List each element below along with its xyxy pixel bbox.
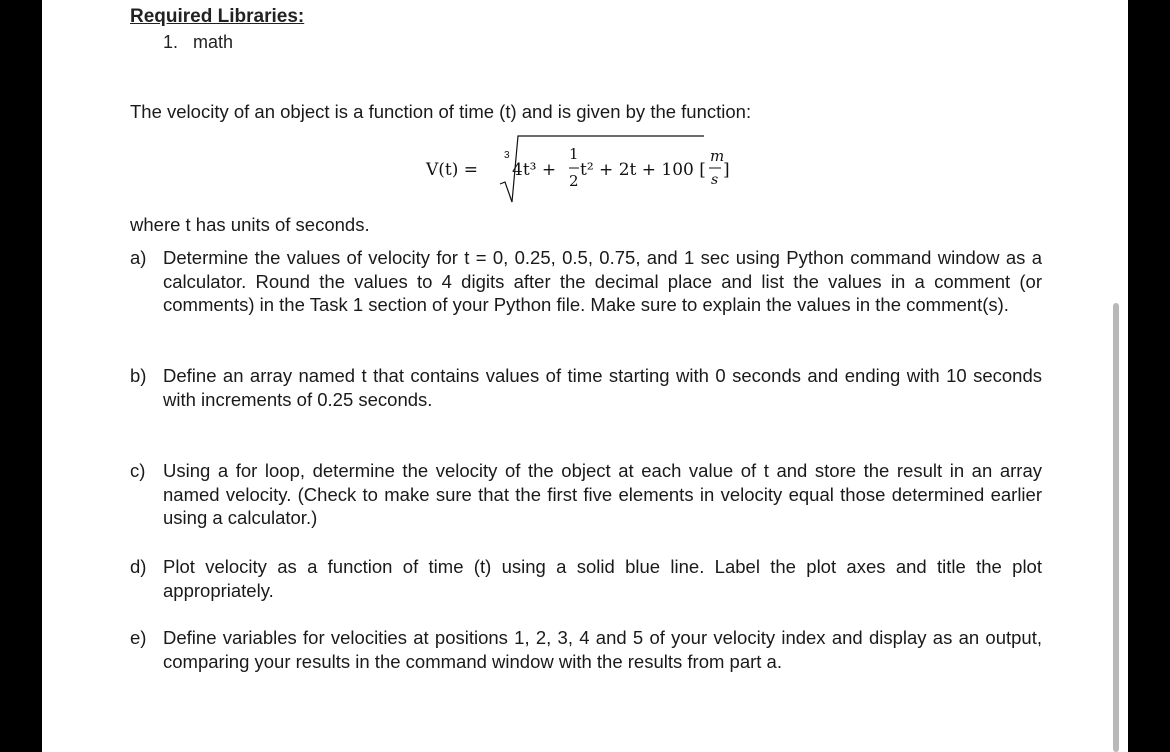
fraction-numerator: 1	[569, 145, 579, 163]
question-text: Define an array named t that contains values of time starting with 0 seconds and ending with 10 seconds with increments of 0.25 seconds.	[163, 365, 1042, 410]
fraction-denominator: 2	[569, 172, 579, 190]
library-list-item	[163, 32, 233, 53]
intro-paragraph	[130, 101, 751, 123]
library-name: math	[193, 32, 234, 52]
formula-term2: t² + 2t + 100 [	[580, 160, 706, 180]
question-text: Using a for loop, determine the velocity of the object at each value of t and store the result in an array named velocity. (Check to make sure that the first five elements in velocity equal those determined earlier using a calculator.)	[163, 460, 1042, 528]
unit-denominator: s	[711, 172, 719, 188]
question-label: d)	[130, 556, 147, 577]
unit-numerator: m	[710, 147, 725, 165]
question-label: a)	[130, 247, 147, 268]
question-text: Determine the values of velocity for t = 0, 0.25, 0.5, 0.75, and 1 sec using Python command window as a calculator. Round the values to 4 digits after the decimal place and list the values in a comment (or comments) in the Task 1 section of your Python file. Make sure to explain the values in the comment(s).	[163, 247, 1042, 315]
question-text: Plot velocity as a function of time (t) using a solid blue line. Label the plot axes and title the plot appropriately.	[163, 556, 1042, 601]
list-number: 1.	[163, 32, 179, 52]
unit-close: ]	[723, 160, 730, 180]
question-c	[130, 459, 1042, 530]
question-label: e)	[130, 627, 147, 648]
vertical-scrollbar[interactable]	[1113, 303, 1119, 752]
velocity-formula	[426, 132, 786, 207]
question-b	[130, 364, 1042, 411]
formula-lhs: V(t) =	[426, 160, 479, 180]
question-a	[130, 246, 1042, 317]
formula-term1: 4t³ +	[512, 160, 557, 180]
question-text: Define variables for velocities at positions 1, 2, 3, 4 and 5 of your velocity index and display as an output, comparing your results in the command window with the results from part a.	[163, 627, 1042, 672]
required-libraries-heading: Required Libraries:	[130, 6, 305, 27]
where-text: where t has units of seconds.	[130, 214, 370, 235]
root-index: 3	[504, 150, 510, 161]
intro-text: The velocity of an object is a function of time (t) and is given by the function:	[130, 101, 752, 122]
question-e	[130, 626, 1042, 673]
question-d	[130, 555, 1042, 602]
question-label: c)	[130, 460, 146, 481]
question-label: b)	[130, 365, 147, 386]
